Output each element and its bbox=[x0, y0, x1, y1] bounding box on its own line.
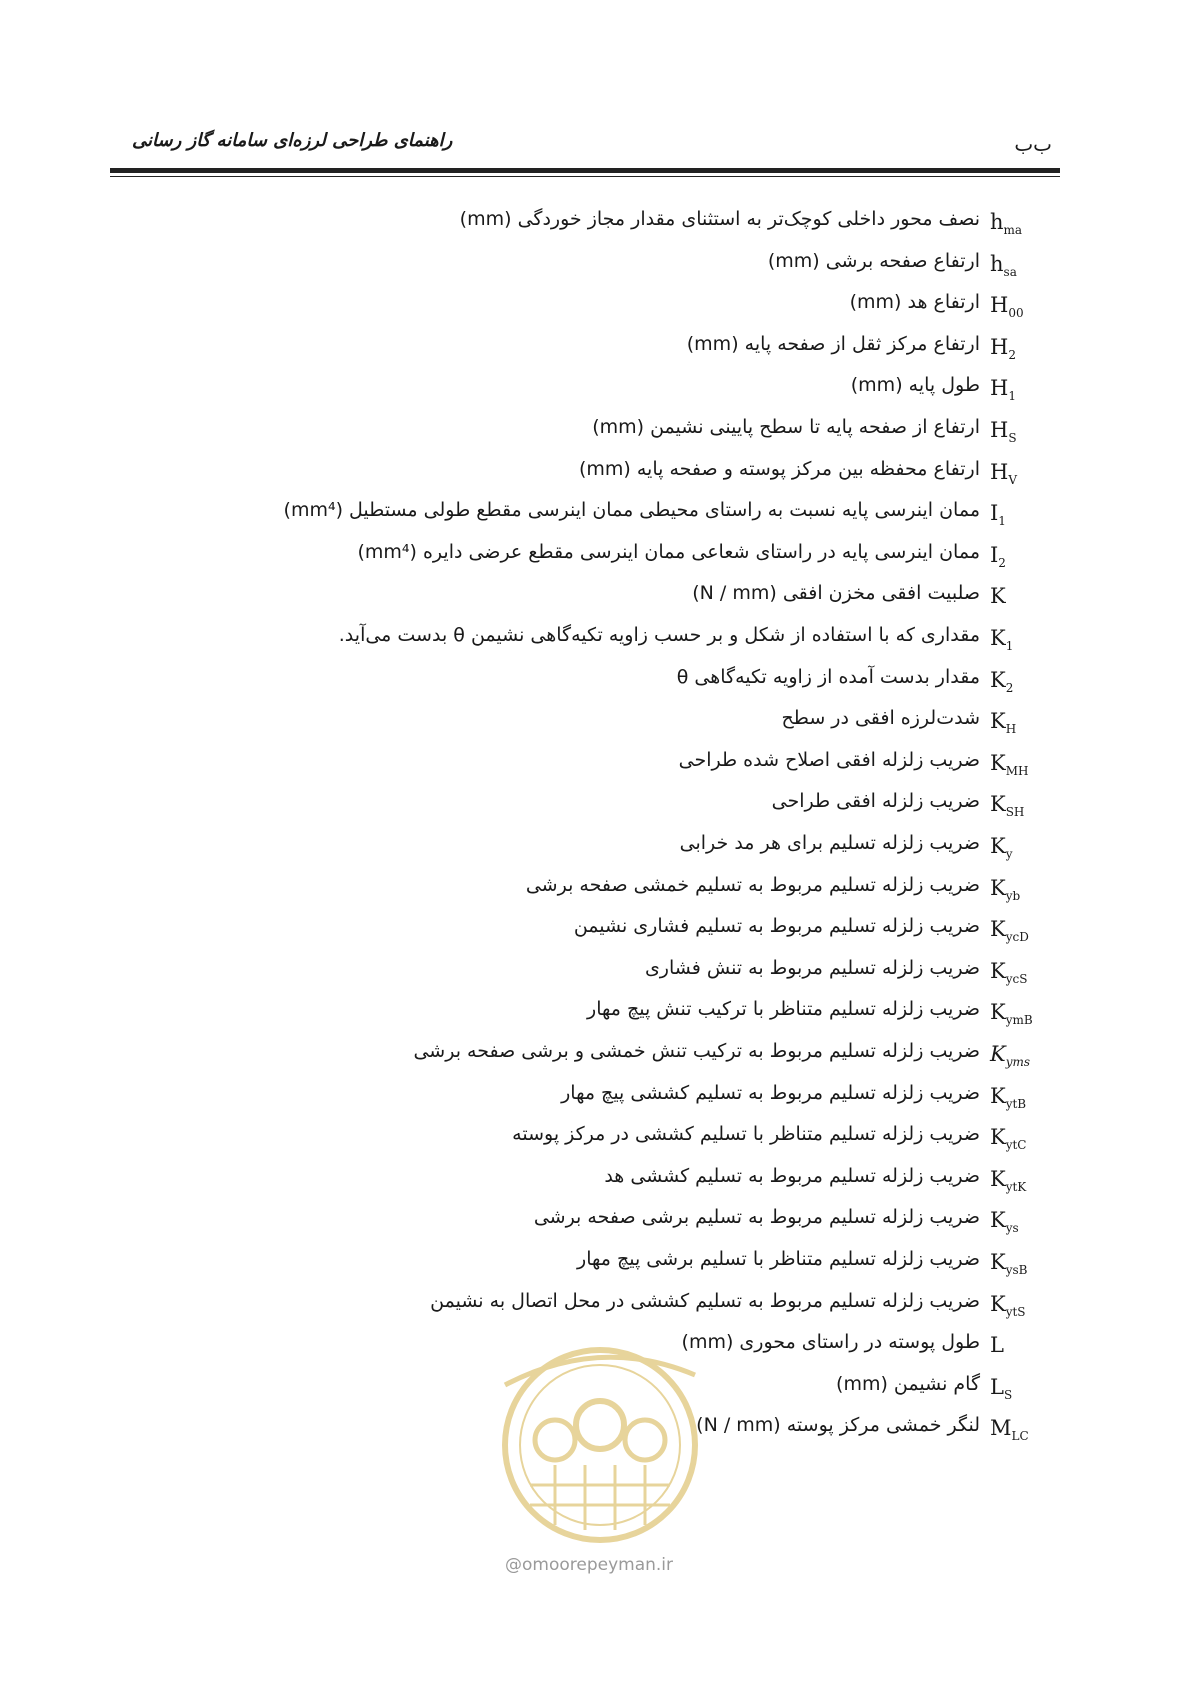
definition-text: مقدار بدست آمده از زاویه تکیه‌گاهی θ bbox=[676, 665, 980, 688]
definition-text: مقداری که با استفاده از شکل و بر حسب زاویه تکیه‌گاهی نشیمن θ بدست می‌آید. bbox=[338, 624, 980, 646]
symbol bbox=[990, 1125, 1060, 1152]
definition-text: ضریب زلزله افقی اصلاح شده طراحی bbox=[678, 748, 980, 771]
definition-text: ارتفاع از صفحه پایه تا سطح پایینی نشیمن (mm) bbox=[592, 416, 980, 438]
symbol-main: L bbox=[990, 1374, 1004, 1399]
symbol-subscript: ytB bbox=[1005, 1096, 1027, 1111]
symbol bbox=[990, 792, 1060, 819]
symbol-subscript: MH bbox=[1005, 763, 1029, 778]
symbol bbox=[990, 1208, 1060, 1235]
watermark-url: @omoorepeyman.ir bbox=[505, 1555, 674, 1575]
definition-text: ضریب زلزله تسلیم مربوط به تسلیم کششی در محل اتصال به نشیمن bbox=[430, 1289, 980, 1312]
definition-row bbox=[0, 495, 1190, 535]
symbol bbox=[990, 1042, 1060, 1069]
symbol-main: M bbox=[990, 1416, 1012, 1441]
definition-row bbox=[0, 1244, 1190, 1284]
symbol-main: K bbox=[990, 1125, 1006, 1150]
definition-text: ضریب زلزله تسلیم مربوط به تسلیم کششی پیچ مهار bbox=[561, 1081, 980, 1104]
symbol bbox=[990, 1000, 1060, 1027]
definition-text: صلبیت افقی مخزن افقی (N / mm) bbox=[692, 582, 980, 605]
definition-row bbox=[0, 1078, 1190, 1118]
definition-text: طول پایه (mm) bbox=[850, 374, 980, 397]
symbol bbox=[990, 1292, 1060, 1319]
symbol-main: K bbox=[990, 1083, 1006, 1108]
definition-row bbox=[0, 287, 1190, 327]
symbol bbox=[990, 917, 1060, 944]
definition-text: ضریب زلزله تسلیم متناظر با تسلیم کششی در مرکز پوسته bbox=[512, 1123, 980, 1146]
symbol bbox=[990, 876, 1060, 903]
definition-row bbox=[0, 370, 1190, 410]
symbol-main: K bbox=[990, 626, 1006, 650]
book-title: راهنمای طراحی لرزه‌ای سامانه گاز رسانی bbox=[132, 130, 453, 151]
definition-text: گام نشیمن (mm) bbox=[836, 1372, 980, 1395]
definition-row bbox=[0, 246, 1190, 286]
definition-row bbox=[0, 1119, 1190, 1159]
symbol bbox=[990, 1375, 1060, 1402]
symbol bbox=[990, 543, 1060, 570]
symbol-main: K bbox=[990, 667, 1006, 692]
definition-text: ممان اینرسی پایه در راستای شعاعی ممان اینرسی مقطع عرضی دایره (mm⁴) bbox=[357, 540, 980, 563]
symbol-subscript: ma bbox=[1003, 223, 1023, 238]
definition-row bbox=[0, 537, 1190, 577]
symbol bbox=[990, 418, 1060, 445]
definition-text: ضریب زلزله تسلیم مربوط به تنش فشاری bbox=[644, 956, 980, 979]
symbol bbox=[990, 293, 1060, 320]
definition-row bbox=[0, 994, 1190, 1034]
definition-row bbox=[0, 828, 1190, 868]
symbol-main: K bbox=[990, 584, 1006, 609]
definition-row bbox=[0, 620, 1190, 660]
symbol-main: K bbox=[990, 1042, 1006, 1066]
symbol-subscript: yb bbox=[1005, 888, 1021, 903]
symbol-main: I bbox=[990, 542, 999, 567]
symbol-subscript: S bbox=[1008, 431, 1017, 446]
symbol-subscript: yms bbox=[1005, 1055, 1031, 1070]
definition-row bbox=[0, 329, 1190, 369]
symbol bbox=[990, 668, 1060, 695]
definition-row bbox=[0, 578, 1190, 618]
symbol-subscript: ymB bbox=[1005, 1013, 1033, 1028]
symbol bbox=[990, 1416, 1060, 1443]
definition-text: نصف محور داخلی کوچک‌تر به استثنای مقدار مجاز خوردگی (mm) bbox=[459, 208, 980, 230]
symbol-main: H bbox=[990, 376, 1009, 401]
symbol bbox=[990, 501, 1060, 528]
definition-row bbox=[0, 911, 1190, 951]
definition-row bbox=[0, 204, 1190, 244]
symbol-main: H bbox=[990, 293, 1009, 318]
symbol-subscript: y bbox=[1005, 847, 1013, 862]
definition-text: ضریب زلزله تسلیم برای هر مد خرابی bbox=[679, 832, 980, 854]
symbol bbox=[990, 959, 1060, 986]
symbol bbox=[990, 1250, 1060, 1277]
definition-text: شدت‌لرزه افقی در سطح bbox=[781, 707, 980, 730]
definition-row bbox=[0, 662, 1190, 702]
definition-row bbox=[0, 1036, 1190, 1076]
symbol-subscript: 1 bbox=[998, 514, 1006, 529]
symbol-subscript: ycS bbox=[1005, 971, 1028, 986]
symbol-main: H bbox=[990, 418, 1009, 442]
symbol-subscript: 1 bbox=[1008, 389, 1016, 404]
symbol-main: h bbox=[990, 251, 1004, 276]
symbol-subscript: ytC bbox=[1005, 1138, 1027, 1153]
definition-row bbox=[0, 953, 1190, 993]
definition-row bbox=[0, 703, 1190, 743]
symbol-main: K bbox=[990, 709, 1006, 734]
symbol-main: K bbox=[990, 834, 1006, 858]
symbol bbox=[990, 626, 1060, 653]
symbol bbox=[990, 210, 1060, 237]
symbol-main: H bbox=[990, 334, 1009, 359]
page-number: ب‌ب bbox=[1014, 132, 1052, 156]
symbol-main: K bbox=[990, 750, 1006, 775]
symbol-subscript: ys bbox=[1005, 1221, 1019, 1236]
definition-text: ضریب زلزله افقی طراحی bbox=[771, 790, 980, 813]
symbol-subscript: 1 bbox=[1005, 639, 1014, 654]
symbol-main: K bbox=[990, 1250, 1006, 1274]
definition-text: ضریب زلزله تسلیم مربوط به تسلیم خمشی صفحه برشی bbox=[525, 873, 980, 896]
definition-text: لنگر خمشی مرکز پوسته (N / mm) bbox=[696, 1414, 980, 1437]
symbol bbox=[990, 584, 1060, 611]
definition-row bbox=[0, 745, 1190, 785]
definition-row bbox=[0, 1286, 1190, 1326]
symbol-main: K bbox=[990, 1000, 1006, 1025]
definition-text: ارتفاع صفحه برشی (mm) bbox=[767, 249, 980, 272]
definition-text: ضریب زلزله تسلیم مربوط به تسلیم برشی صفحه برشی bbox=[533, 1206, 980, 1229]
symbol bbox=[990, 460, 1060, 487]
symbol-main: K bbox=[990, 1291, 1006, 1316]
symbol bbox=[990, 335, 1060, 362]
symbol-main: L bbox=[990, 1333, 1004, 1358]
symbol-main: I bbox=[990, 501, 999, 526]
symbol-main: h bbox=[990, 210, 1004, 234]
symbol-subscript: 2 bbox=[1008, 347, 1016, 362]
symbol-subscript: ytK bbox=[1005, 1179, 1027, 1194]
symbol-main: H bbox=[990, 459, 1009, 484]
symbol-subscript: ysB bbox=[1005, 1263, 1028, 1278]
symbol-subscript: sa bbox=[1003, 264, 1017, 279]
symbol-subscript: 00 bbox=[1008, 306, 1024, 321]
symbol bbox=[990, 751, 1060, 778]
symbol bbox=[990, 1333, 1060, 1360]
definition-text: طول پوسته در راستای محوری (mm) bbox=[681, 1331, 980, 1354]
symbol-main: K bbox=[990, 792, 1006, 817]
symbol-subscript: V bbox=[1008, 472, 1017, 487]
symbol-main: K bbox=[990, 1166, 1006, 1191]
definition-text: ضریب زلزله تسلیم متناظر با تسلیم برشی پیچ مهار bbox=[577, 1248, 980, 1270]
symbol bbox=[990, 834, 1060, 861]
definition-row bbox=[0, 454, 1190, 494]
definition-text: ارتفاع هد (mm) bbox=[849, 291, 980, 314]
symbol bbox=[990, 709, 1060, 736]
symbol-subscript: 2 bbox=[1005, 680, 1014, 695]
definition-row bbox=[0, 786, 1190, 826]
definition-text: ارتفاع محفظه بین مرکز پوسته و صفحه پایه (mm) bbox=[578, 457, 980, 480]
symbol-subscript: LC bbox=[1011, 1429, 1029, 1444]
symbol-main: K bbox=[990, 875, 1006, 900]
definition-text: ضریب زلزله تسلیم مربوط به ترکیب تنش خمشی و برشی صفحه برشی bbox=[413, 1040, 980, 1062]
symbol-main: K bbox=[990, 958, 1006, 983]
symbol-subscript: S bbox=[1003, 1387, 1013, 1402]
watermark-logo-icon bbox=[485, 1325, 715, 1545]
symbol bbox=[990, 1084, 1060, 1111]
symbol-subscript: SH bbox=[1005, 805, 1025, 820]
definition-text: ضریب زلزله تسلیم متناظر با ترکیب تنش پیچ مهار bbox=[587, 998, 980, 1021]
definition-row bbox=[0, 1202, 1190, 1242]
definition-row bbox=[0, 1161, 1190, 1201]
symbol bbox=[990, 1167, 1060, 1194]
definition-text: ضریب زلزله تسلیم مربوط به تسلیم کششی هد bbox=[604, 1164, 980, 1187]
symbol-subscript: ycD bbox=[1005, 930, 1029, 945]
definition-row bbox=[0, 412, 1190, 452]
symbol-main: K bbox=[990, 1208, 1006, 1233]
definition-text: ارتفاع مرکز ثقل از صفحه پایه (mm) bbox=[686, 332, 980, 355]
symbol-subscript: ytS bbox=[1005, 1304, 1026, 1319]
symbol-main: K bbox=[990, 917, 1006, 942]
symbol-subscript: H bbox=[1005, 722, 1017, 737]
definition-text: ضریب زلزله تسلیم مربوط به تسلیم فشاری نشیمن bbox=[573, 915, 980, 938]
symbol-subscript: 2 bbox=[998, 555, 1006, 570]
definition-text: ممان اینرسی پایه نسبت به راستای محیطی ممان اینرسی مقطع طولی مستطیل (mm⁴) bbox=[283, 499, 980, 522]
symbol bbox=[990, 252, 1060, 279]
definition-row bbox=[0, 870, 1190, 910]
symbol bbox=[990, 376, 1060, 403]
